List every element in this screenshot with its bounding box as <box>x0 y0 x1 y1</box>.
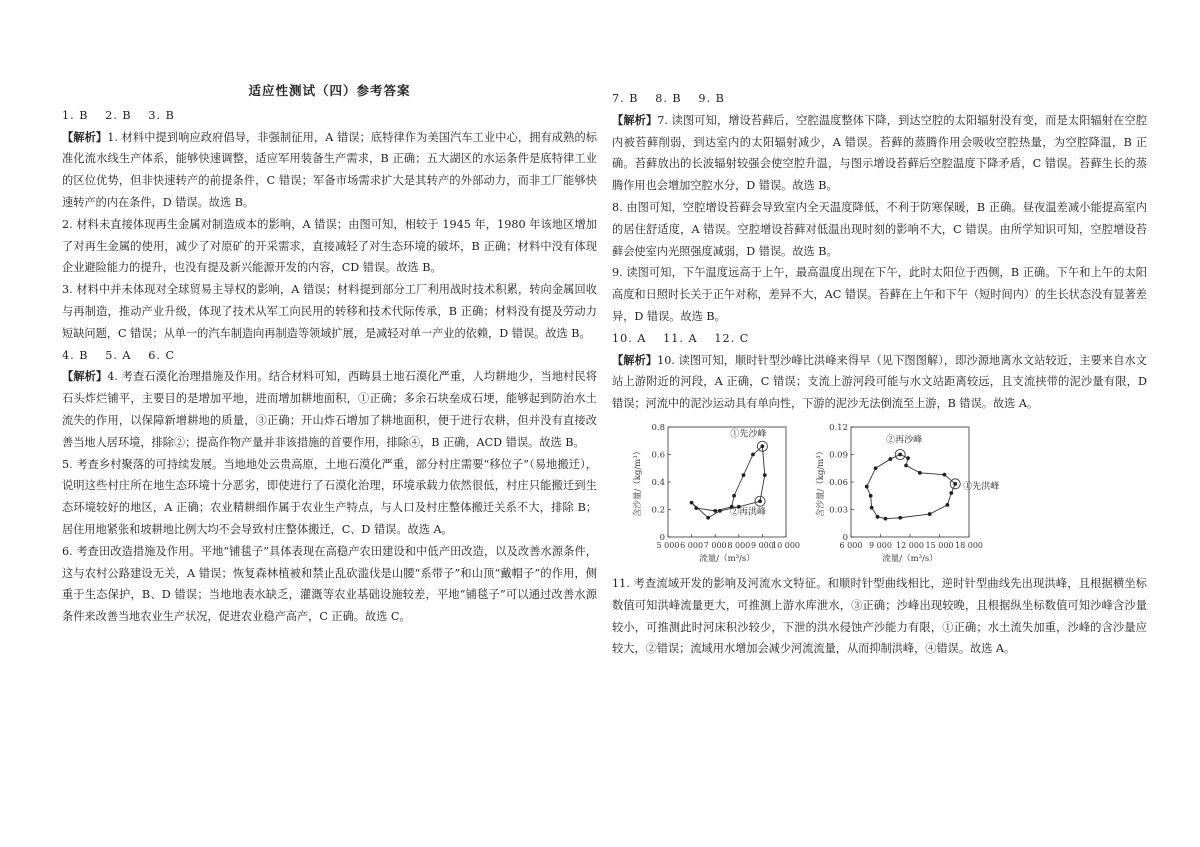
analysis-text: 10. 读图可知，顺时针型沙峰比洪峰来得早（见下图图解），即沙源地离水文站较近，主要来自水文站上游附近的河段，A 正确，C 错误；支流上游河段可能与水文站距离较远，且支流挟带的泥沙量有限，D 错误；河流中的泥沙运动具有单向性，下游的泥沙无法倒流至上游，B 错误。故选 A。 <box>612 353 1147 411</box>
x-tick-label: 15 000 <box>925 540 954 550</box>
analysis-2: 2. 材料未直接体现再生金属对制造成本的影响，A 错误；由图可知，相较于 1945 年，1980 年该地区增加了对再生金属的使用，减少了对原矿的开采需求，直接减轻了对生态环境的破坏，B 正确；材料中没有体现企业避险能力的提升，也没有提及新兴能源开发的内容，CD 错误。故选 B。 <box>62 217 597 275</box>
y-tick-label: 0.8 <box>651 422 665 433</box>
data-point <box>713 509 717 513</box>
answer-line-4: 10. A 11. A 12. C <box>612 331 750 345</box>
analysis-tag: 【解析】 <box>612 112 658 127</box>
peak-annotation: ①先沙峰 <box>730 429 767 440</box>
x-tick-label: 9 000 <box>750 540 774 550</box>
data-point <box>761 444 765 448</box>
data-point <box>751 453 755 457</box>
page-title: 适应性测试（四）参考答案 <box>248 83 411 98</box>
peak-annotation: ②再沙峰 <box>886 435 923 446</box>
y-tick-label: 0 <box>842 532 848 543</box>
data-point <box>884 517 888 521</box>
sediment-chart-counterclockwise <box>807 419 1000 569</box>
x-tick-label: 5 000 <box>656 540 680 550</box>
data-point <box>694 506 698 510</box>
analysis-9: 9. 读图可知，下午温度远高于上午，最高温度出现在下午，此时太阳位于西侧，B 正确。下午和上午的太阳高度和日照时长关于正午对称，差异不大，AC 错误。苔藓在上午和下午（短时间内）的生长状态没有显著差异，D 错误。故选 B。 <box>612 266 1147 323</box>
y-tick-label: 0.06 <box>829 477 848 488</box>
data-point <box>953 482 957 486</box>
right-column <box>612 0 1147 660</box>
x-tick-label: 6 000 <box>680 540 704 550</box>
data-point <box>763 473 767 477</box>
analysis-1 <box>62 127 597 214</box>
x-tick-label: 7 000 <box>703 540 727 550</box>
series-line <box>867 454 956 518</box>
x-tick-label: 9 000 <box>869 540 892 550</box>
analysis-text: 7. 读图可知，增设苔藓后，空腔温度整体下降，到达空腔的太阳辐射没有变，而是太阳辐射在空腔内被苔藓削弱，到达室内的太阳辐射减少，A 错误。苔藓的蒸腾作用会吸收空腔热量，为空腔降温，B 正确。苔藓放出的长波辐射较强会使空腔升温，与图示增设苔藓后空腔温度下降矛盾，C 错误。苔藓生长的蒸腾作用也会增加空腔水分，D 错误。故选 B。 <box>612 113 1147 193</box>
peak-annotation: ②再洪峰 <box>730 507 767 518</box>
data-point <box>928 512 932 516</box>
charts-figure <box>612 419 1147 571</box>
data-point <box>888 457 892 461</box>
data-point <box>706 516 710 520</box>
answer-line-1: 1. B 2. B 3. B <box>62 108 175 122</box>
analysis-text: 1. 材料中提到响应政府倡导，非强制征用，A 错误；底特律作为美国汽车工业中心，拥有成熟的标准化流水线生产体系，能够快速调整，适应军用装备生产需求，B 正确；五大湖区的水运条件是底特律工业的区位优势，但非快速转产的前提条件，C 错误；军备市场需求扩大是其转产的外部动力，而非工厂能够快速转产的内在条件，D 错误。故选 B。 <box>62 130 597 209</box>
data-point <box>945 503 949 507</box>
x-tick-label: 6 000 <box>839 540 863 550</box>
data-point <box>742 473 746 477</box>
data-point <box>718 509 722 513</box>
y-tick-label: 0.03 <box>829 505 848 516</box>
data-point <box>918 471 922 475</box>
data-point <box>904 464 908 468</box>
y-tick-label: 0 <box>659 532 665 543</box>
answer-line-2: 4. B 5. A 6. C <box>62 348 176 362</box>
data-point <box>870 506 874 510</box>
x-tick-label: 18 000 <box>955 540 983 550</box>
analysis-8: 8. 由图可知，空腔增设苔藓会导致室内全天温度降低，不利于防寒保暖，B 正确。昼夜温差减小能提高室内的居住舒适度，A 错误。空腔增设苔藓对低温出现时刻的影响不大，C 错误。由所学知识可知，空腔增设苔藓会使室内光照强度减弱，D 错误。故选 B。 <box>612 200 1147 258</box>
y-tick-label: 0.09 <box>829 450 848 461</box>
analysis-11: 11. 考查流域开发的影响及河流水文特征。和顺时针型曲线相比，逆时针型曲线先出现洪峰，且根据横坐标数值可知洪峰流量更大，可推测上游水库泄水，③正确；沙峰出现较晚，且根据纵坐标数值可知沙峰含沙量较小，可推测此时河床积沙较少，下泄的洪水侵蚀产沙能力有限，①正确；水土流失加重，沙峰的含沙量应较大，②错误；流域用水增加会减少河流流量，从而抑制洪峰，④错误。故选 A。 <box>612 576 1147 656</box>
data-point <box>906 456 910 460</box>
answer-line-3: 7. B 8. B 9. B <box>612 92 725 105</box>
x-tick-label: 12 000 <box>896 540 924 550</box>
data-point <box>949 491 953 495</box>
y-tick-label: 0.12 <box>829 422 848 433</box>
data-point <box>943 473 947 477</box>
data-point <box>732 494 736 498</box>
analysis-6: 6. 考查田改造措施及作用。平地“铺毯子”具体表现在高稳产农田建设和中低产田改造，以及改善水源条件，这与农村公路建设无关，A 错误；恢复森林植被和禁止乱砍滥伐是山腰“系带子”和山顶“戴帽子”的作用，侧重于生态保护，B、D 错误；当地地表水缺乏，灌溉等农业基础设施较差，平地“铺毯子”可以通过改善水源条件来改善当地农业生产状况，促进农业稳产高产，C 正确。故选 C。 <box>62 544 597 624</box>
analysis-7 <box>612 110 1147 197</box>
data-point <box>876 515 880 519</box>
y-tick-label: 0.4 <box>651 477 665 488</box>
data-point <box>898 453 902 457</box>
analysis-text: 4. 考查石漠化治理措施及作用。结合材料可知，西畴县土地石漠化严重，人均耕地少，当地村民将石头炸烂铺平，主要目的是增加平地，进而增加耕地面积，①正确；多余石块垒成石埂，能够起到防治水土流失的作用，以保障新增耕地的质量，③正确；开山炸石增加了耕地面积，便于进行农耕，但并没有直接改善当地人居环境，排除②；提高作物产量并非该措施的首要作用，排除④，B 正确，ACD 错误。故选 B。 <box>62 370 597 449</box>
analysis-tag: 【解析】 <box>612 352 658 367</box>
left-column <box>62 0 597 628</box>
y-tick-label: 0.2 <box>651 505 665 516</box>
analysis-tag: 【解析】 <box>62 129 108 144</box>
data-point <box>865 485 869 489</box>
analysis-10 <box>612 350 1147 415</box>
x-axis-label: 流量/（m³/s） <box>699 553 755 564</box>
y-axis-label: 含沙量/（kg/m³） <box>633 446 643 518</box>
y-tick-label: 0.6 <box>651 450 665 461</box>
data-point <box>898 516 902 520</box>
x-tick-label: 8 000 <box>727 540 751 550</box>
data-point <box>869 494 873 498</box>
analysis-4 <box>62 366 597 453</box>
x-tick-label: 10 000 <box>772 540 800 550</box>
sediment-chart-clockwise <box>624 419 799 569</box>
analysis-3: 3. 材料中并未体现对全球贸易主导权的影响，A 错误；材料提到部分工厂利用战时技术积累，转向金属回收与再制造，推动产业升级，体现了技术从军工向民用的转移和技术代际传承，B 正确；材料没有提及劳动力短缺问题，C 错误；从单一的汽车制造向再制造等领域扩展，是减轻对单一产业的依赖，D 错误。故选 B。 <box>62 283 597 340</box>
y-axis-label: 含沙量/（kg/m³） <box>816 446 826 518</box>
x-axis-label: 流量/（m³/s） <box>882 553 938 564</box>
plot-frame <box>668 427 786 537</box>
analysis-5: 5. 考查乡村聚落的可持续发展。当地地处云贵高原，土地石漠化严重，部分村庄需要“移位子”（易地搬迁），说明这些村庄所在地生态环境十分恶劣，即使进行了石漠化治理，环境承载力依然很低，村庄只能搬迁到生态环境较好的地区，A 正确；农业精耕细作属于农业生产特点，与人口及村庄整体搬迁关系不大，排除 B；居住用地紧张和坡耕地比例大均不会导致村庄整体搬迁，C、D 错误。故选 A。 <box>62 457 597 536</box>
peak-annotation: ①先洪峰 <box>963 481 1000 492</box>
data-point <box>874 466 878 470</box>
data-point <box>690 501 694 505</box>
data-point <box>758 499 762 503</box>
analysis-tag: 【解析】 <box>62 369 108 384</box>
